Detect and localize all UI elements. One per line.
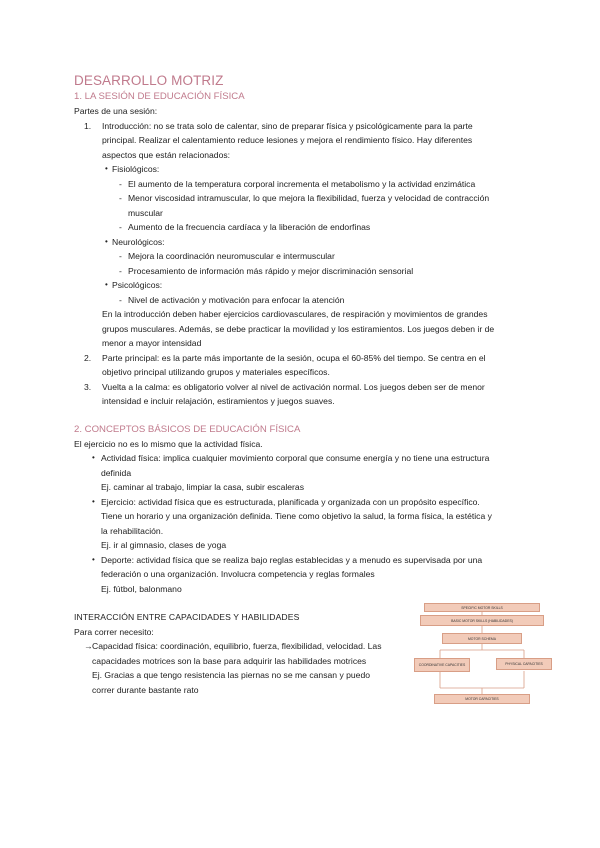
- bullet-neurologicos: [74, 235, 524, 250]
- text-line: menor a mayor intensidad: [102, 338, 202, 348]
- text-line: Menor viscosidad intramuscular, lo que mejora la flexibilidad, fuerza y velocidad de contracción: [128, 193, 490, 203]
- arrow-icon: →: [84, 641, 93, 651]
- text-line: definida: [101, 467, 132, 478]
- text-line: federación o una organización. Involucra competencia y reglas formales: [101, 569, 375, 579]
- box-motor-capacities: MOTOR CAPACITIES: [434, 694, 530, 704]
- bullet-fisiologicos: [74, 162, 524, 177]
- bullet-psicologicos: [74, 278, 524, 293]
- bullet-icon: •: [105, 280, 108, 289]
- list-item-vuelta-calma: [74, 380, 524, 409]
- text-line: En la introducción deben haber ejercicios cardiovasculares, de respiración y movimientos de grandes: [102, 309, 488, 319]
- dash-icon: -: [119, 265, 122, 276]
- bullet-label: Psicológicos:: [112, 280, 163, 290]
- text-line: Tiene un horario y una organización definida. Tiene como objetivo la salud, la forma física, la estética y: [101, 511, 492, 521]
- dash-item: [74, 191, 524, 220]
- list-number: 1.: [84, 120, 92, 131]
- bullet-label: Neurológicos:: [112, 236, 165, 247]
- text-line: capacidades motrices son la base para adquirir las habilidades motrices: [92, 655, 367, 666]
- bullet-icon: •: [105, 236, 108, 246]
- dash-item: [74, 177, 524, 192]
- dash-icon: -: [119, 222, 122, 232]
- text-line: Mejora la coordinación neuromuscular e intermuscular: [128, 251, 335, 261]
- text-line: Introducción: no se trata solo de calentar, sino de preparar física y psicológicamente para la parte: [102, 120, 473, 131]
- text-line: Parte principal: es la parte más importante de la sesión, ocupa el 60-85% del tiempo. Se centra en el: [102, 352, 486, 363]
- example-line: Ej. ir al gimnasio, clases de yoga: [101, 540, 227, 550]
- text-line: Ej. Gracias a que tengo resistencia las piernas no se me cansan y puedo: [92, 670, 371, 680]
- dash-icon: -: [119, 193, 122, 203]
- section-1-intro: Partes de una sesión:: [74, 106, 158, 116]
- bullet-icon: •: [92, 554, 95, 564]
- bullet-deporte: [74, 553, 524, 597]
- dash-item: [74, 220, 524, 235]
- section-2-heading: 2. CONCEPTOS BÁSICOS DE EDUCACIÓN FÍSICA: [74, 423, 301, 435]
- text-line: Deporte: actividad física que se realiza bajo reglas establecidas y a menudo es supervisada por una: [101, 554, 483, 565]
- capacities-diagram: [412, 600, 552, 710]
- text-line: Ejercicio: actividad física que es estructurada, planificada y organizada con un propósito específico.: [101, 496, 480, 507]
- text-line: la rehabilitación.: [101, 525, 164, 536]
- text-line: grupos musculares. Además, se debe practicar la movilidad y los estiramientos. Los juegos deben ir de: [102, 323, 495, 334]
- dash-item: [74, 249, 524, 264]
- example-line: Ej. fútbol, balonmano: [101, 583, 182, 594]
- list-item-introduccion: [74, 119, 524, 163]
- text-line: muscular: [128, 207, 163, 218]
- bullet-icon: •: [92, 453, 95, 462]
- bullet-label: Fisiológicos:: [112, 164, 160, 174]
- example-line: Ej. caminar al trabajo, limpiar la casa, subir escaleras: [101, 482, 304, 492]
- section-2-intro: El ejercicio no es lo mismo que la actividad física.: [74, 438, 263, 449]
- dash-item: [74, 293, 524, 308]
- section-1-heading: 1. LA SESIÓN DE EDUCACIÓN FÍSICA: [74, 91, 245, 102]
- box-coordinative-capacities: COORDINATIVE CAPACITIES: [414, 658, 470, 672]
- text-line: Procesamiento de información más rápido y mejor discriminación sensorial: [128, 265, 414, 276]
- introduccion-closing: [74, 307, 524, 351]
- list-number: 3.: [84, 381, 92, 392]
- box-motor-schema: MOTOR SCHEMA: [442, 633, 522, 644]
- bullet-icon: •: [92, 496, 95, 506]
- dash-icon: -: [119, 178, 122, 189]
- text-line: El aumento de la temperatura corporal incrementa el metabolismo y la actividad enzimática: [128, 178, 476, 189]
- box-physical-capacities: PHYSICAL CAPACITIES: [496, 658, 552, 670]
- bullet-icon: •: [105, 164, 108, 173]
- text-line: Capacidad física: coordinación, equilibrio, fuerza, flexibilidad, velocidad. Las: [92, 641, 382, 651]
- dash-icon: -: [119, 294, 122, 305]
- box-basic-motor-skills: BASIC MOTOR SKILLS (HABILIDADES): [420, 615, 544, 626]
- list-number: 2.: [84, 352, 92, 363]
- bullet-actividad-fisica: [74, 451, 524, 495]
- box-specific-motor-skills: SPECIFIC MOTOR SKILLS: [424, 603, 540, 612]
- dash-icon: -: [119, 251, 122, 261]
- document-title: DESARROLLO MOTRIZ: [74, 73, 224, 88]
- text-line: objetivo principal utilizando grupos y materiales específicos.: [102, 367, 330, 377]
- text-line: aspectos que están relacionados:: [102, 149, 231, 160]
- bullet-ejercicio: [74, 495, 524, 553]
- text-line: Aumento de la frecuencia cardíaca y la liberación de endorfinas: [128, 222, 371, 232]
- section-3-intro: Para correr necesito:: [74, 626, 154, 637]
- text-line: principal. Realizar el calentamiento reduce lesiones y mejora el rendimiento físico. Hay diferentes: [102, 135, 473, 145]
- text-line: Nivel de activación y motivación para enfocar la atención: [128, 294, 345, 305]
- text-line: Actividad física: implica cualquier movimiento corporal que consume energía y no tiene una estructura: [101, 453, 490, 463]
- section-3-heading: INTERACCIÓN ENTRE CAPACIDADES Y HABILIDADES: [74, 612, 300, 622]
- text-line: Vuelta a la calma: es obligatorio volver al nivel de activación normal. Los juegos deben ser de menor: [102, 381, 485, 392]
- text-line: correr durante bastante rato: [92, 684, 199, 695]
- dash-item: [74, 264, 524, 279]
- list-item-parte-principal: [74, 351, 524, 380]
- text-line: intensidad e incluir relajación, estiramientos y juegos suaves.: [102, 396, 335, 406]
